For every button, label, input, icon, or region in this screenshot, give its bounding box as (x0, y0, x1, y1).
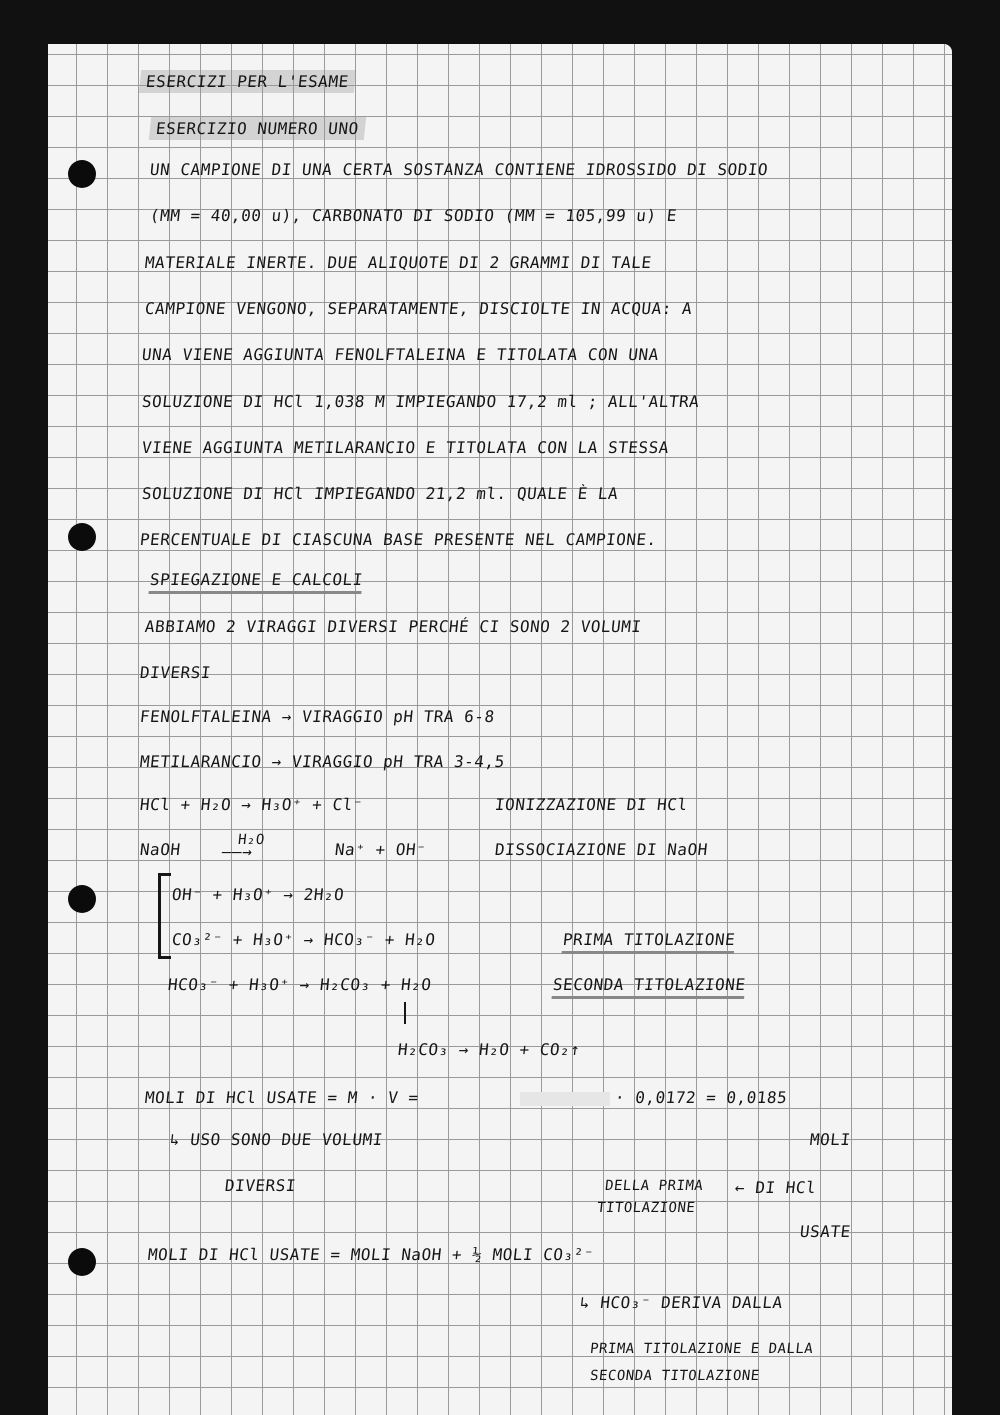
indicator-line: METILARANCIO → VIRAGGIO pH TRA 3-4,5 (139, 752, 506, 771)
calc-note: DELLA PRIMA (604, 1178, 705, 1194)
reaction-decomposition: H₂CO₃ → H₂O + CO₂↑ (397, 1040, 582, 1059)
heading-exercise-one: ESERCIZIO NUMERO UNO (149, 117, 366, 140)
calc-moles-label: MOLI DI HCl USATE = M · V = (144, 1088, 420, 1107)
calc-note: TITOLAZIONE (596, 1200, 697, 1216)
problem-line: VIENE AGGIUNTA METILARANCIO E TITOLATA CON LA STESSA (141, 438, 670, 457)
calc-note: ← DI HCl (734, 1178, 818, 1197)
problem-line: PERCENTUALE DI CIASCUNA BASE PRESENTE NEL CAMPIONE. (139, 530, 658, 549)
calc-note: SECONDA TITOLAZIONE (589, 1368, 761, 1384)
explanation-line: ABBIAMO 2 VIRAGGI DIVERSI PERCHÉ CI SONO 2 VOLUMI (144, 617, 643, 636)
calc-note: USATE (799, 1222, 852, 1241)
redacted-area (520, 1092, 610, 1106)
section-title: SPIEGAZIONE E CALCOLI (149, 570, 364, 589)
binder-hole-icon (68, 885, 96, 913)
reaction-note: PRIMA TITOLAZIONE (562, 930, 737, 949)
reaction-note: IONIZZAZIONE DI HCl (494, 795, 689, 814)
problem-line: (MM = 40,00 u), CARBONATO DI SODIO (MM = 105,99 u) E (149, 206, 678, 225)
binder-hole-icon (68, 1248, 96, 1276)
calc-note: DIVERSI (224, 1176, 297, 1195)
reaction-note: DISSOCIAZIONE DI NaOH (494, 840, 709, 859)
problem-line: UNA VIENE AGGIUNTA FENOLFTALEINA E TITOLATA CON UNA (141, 345, 660, 364)
reaction-arrow: ――→ (221, 842, 254, 861)
problem-line: UN CAMPIONE DI UNA CERTA SOSTANZA CONTIENE IDROSSIDO DI SODIO (149, 160, 770, 179)
reaction-carbonate: CO₃²⁻ + H₃O⁺ → HCO₃⁻ + H₂O (171, 930, 437, 949)
calc-moles-value: · 0,0172 = 0,0185 (614, 1088, 789, 1107)
bracket-icon (158, 873, 171, 959)
reaction-neutralization: OH⁻ + H₃O⁺ → 2H₂O (171, 885, 346, 904)
reaction-hcl: HCl + H₂O → H₃O⁺ + Cl⁻ (139, 795, 364, 814)
reaction-naoh-products: Na⁺ + OH⁻ (334, 840, 428, 859)
calc-note: ↳ HCO₃⁻ DERIVA DALLA (579, 1293, 784, 1312)
problem-line: CAMPIONE VENGONO, SEPARATAMENTE, DISCIOLTE IN ACQUA: A (144, 299, 694, 318)
problem-line: MATERIALE INERTE. DUE ALIQUOTE DI 2 GRAMMI DI TALE (144, 253, 653, 272)
calc-equation: MOLI DI HCl USATE = MOLI NaOH + ½ MOLI CO₃²⁻ (147, 1245, 595, 1264)
problem-line: SOLUZIONE DI HCl IMPIEGANDO 21,2 ml. QUALE È LA (141, 484, 620, 503)
problem-line: SOLUZIONE DI HCl 1,038 M IMPIEGANDO 17,2 ml ; ALL'ALTRA (141, 392, 701, 411)
binder-hole-icon (68, 523, 96, 551)
calc-note: ↳ USO SONO DUE VOLUMI (169, 1130, 384, 1149)
arrow-down-icon (404, 1002, 406, 1024)
reaction-naoh: NaOH (139, 840, 182, 859)
indicator-line: FENOLFTALEINA → VIRAGGIO pH TRA 6-8 (139, 707, 496, 726)
reaction-note: SECONDA TITOLAZIONE (552, 975, 747, 994)
notebook-page (48, 44, 952, 1415)
reaction-bicarbonate: HCO₃⁻ + H₃O⁺ → H₂CO₃ + H₂O (167, 975, 433, 994)
heading-exercises: ESERCIZI PER L'ESAME (139, 70, 356, 93)
calc-note: PRIMA TITOLAZIONE E DALLA (589, 1341, 815, 1357)
binder-hole-icon (68, 160, 96, 188)
calc-note: MOLI (809, 1130, 852, 1149)
explanation-line: DIVERSI (139, 663, 212, 682)
reaction-over-arrow: H₂O (237, 832, 266, 848)
